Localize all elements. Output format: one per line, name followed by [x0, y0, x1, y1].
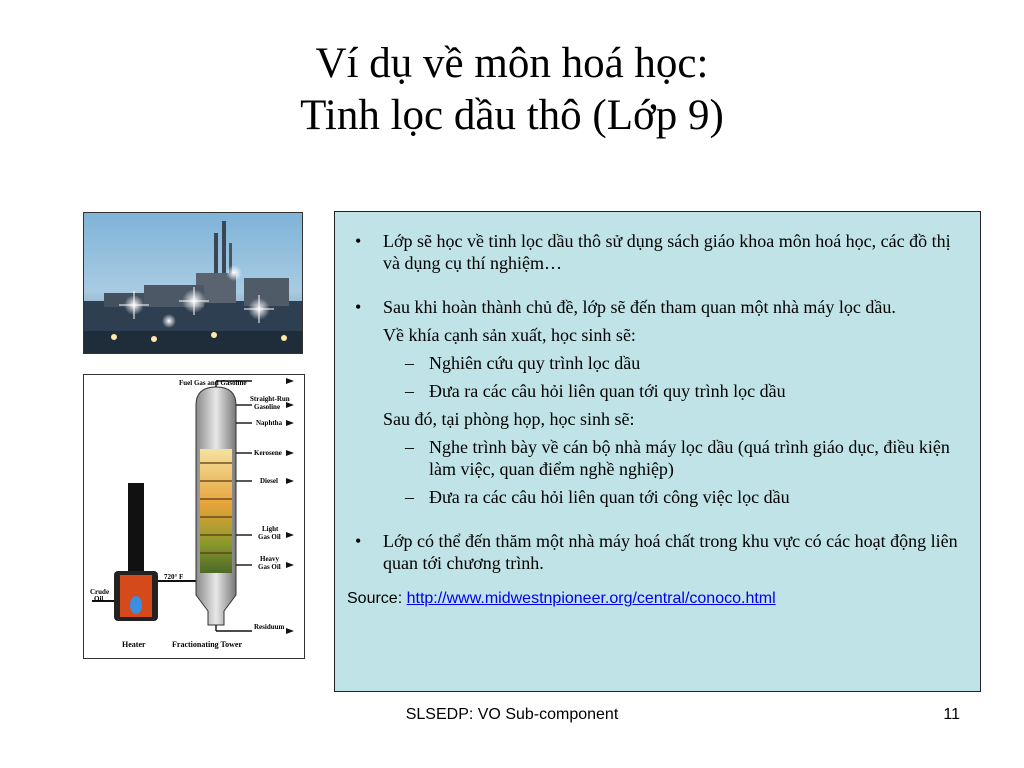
- dash-marker: –: [405, 353, 414, 373]
- label-diesel: Diesel: [260, 477, 278, 485]
- bullet-item: [347, 530, 964, 574]
- bullet-marker: •: [355, 297, 362, 317]
- dash-marker: –: [405, 437, 414, 457]
- footer-text: SLSEDP: VO Sub-component: [405, 706, 619, 723]
- dash-item: [347, 352, 964, 374]
- refinery-photo: [83, 212, 303, 354]
- label-heavy-1: Heavy: [260, 555, 280, 563]
- tower-diagram-svg: [84, 375, 305, 659]
- dash-item: [347, 380, 964, 402]
- label-naphtha: Naphtha: [256, 419, 283, 427]
- dash-text-1: Nghiên cứu quy trình lọc dầu: [429, 353, 641, 373]
- label-light-2: Gas Oil: [258, 533, 281, 541]
- label-heavy-2: Gas Oil: [258, 563, 281, 571]
- sub-paragraph-1: Về khía cạnh sản xuất, học sinh sẽ:: [383, 325, 636, 345]
- dash-item: [347, 436, 964, 480]
- source-link[interactable]: http://www.midwestnpioneer.org/central/conoco.html: [406, 590, 776, 607]
- bullet-marker: •: [355, 231, 362, 251]
- dash-text-3: Nghe trình bày về cán bộ nhà máy lọc dầu (quá trình giáo dục, điều kiện làm việc, quan điểm nghề nghiệp): [429, 437, 950, 479]
- label-temperature: 720° F: [164, 573, 184, 581]
- source-label: Source:: [347, 590, 403, 607]
- refinery-photo-image: [84, 213, 303, 354]
- dash-marker: –: [405, 487, 414, 507]
- label-residuum: Residuum: [254, 623, 285, 631]
- bullet-text-2: Sau khi hoàn thành chủ đề, lớp sẽ đến tham quan một nhà máy lọc dầu.: [383, 297, 896, 317]
- sub-paragraph-2: Sau đó, tại phòng họp, học sinh sẽ:: [383, 409, 635, 429]
- label-straight-run-2: Gasoline: [254, 403, 281, 411]
- source-line: [347, 588, 964, 610]
- label-crude-2: Oil: [94, 595, 104, 603]
- label-light-1: Light: [262, 525, 279, 533]
- page-number: 11: [943, 706, 960, 723]
- label-tower: Fractionating Tower: [172, 640, 242, 649]
- label-crude-1: Crude: [90, 588, 110, 596]
- dash-text-2: Đưa ra các câu hỏi liên quan tới quy trình lọc dầu: [429, 381, 786, 401]
- title-line-2: Tinh lọc dầu thô (Lớp 9): [300, 92, 724, 139]
- content-box: [334, 211, 981, 692]
- slide-title: [0, 38, 1024, 142]
- label-kerosene: Kerosene: [254, 449, 282, 457]
- bullet-item: [347, 230, 964, 274]
- fractionating-tower-diagram: [83, 374, 305, 659]
- bullet-item: [347, 296, 964, 318]
- label-heater: Heater: [122, 640, 146, 649]
- bullet-text-1: Lớp sẽ học về tinh lọc dầu thô sử dụng sách giáo khoa môn hoá học, các đồ thị và dụng cụ thí nghiệm…: [383, 231, 951, 273]
- bullet-marker: •: [355, 531, 362, 551]
- dash-text-4: Đưa ra các câu hỏi liên quan tới công việc lọc dầu: [429, 487, 790, 507]
- dash-item: [347, 486, 964, 508]
- title-line-1: Ví dụ về môn hoá học:: [315, 40, 709, 87]
- label-straight-run-1: Straight-Run: [250, 395, 290, 403]
- label-fuel-gas: Fuel Gas and Gasoline: [179, 379, 247, 387]
- dash-marker: –: [405, 381, 414, 401]
- bullet-text-3: Lớp có thể đến thăm một nhà máy hoá chất trong khu vực có các hoạt động liên quan tới chương trình.: [383, 531, 958, 573]
